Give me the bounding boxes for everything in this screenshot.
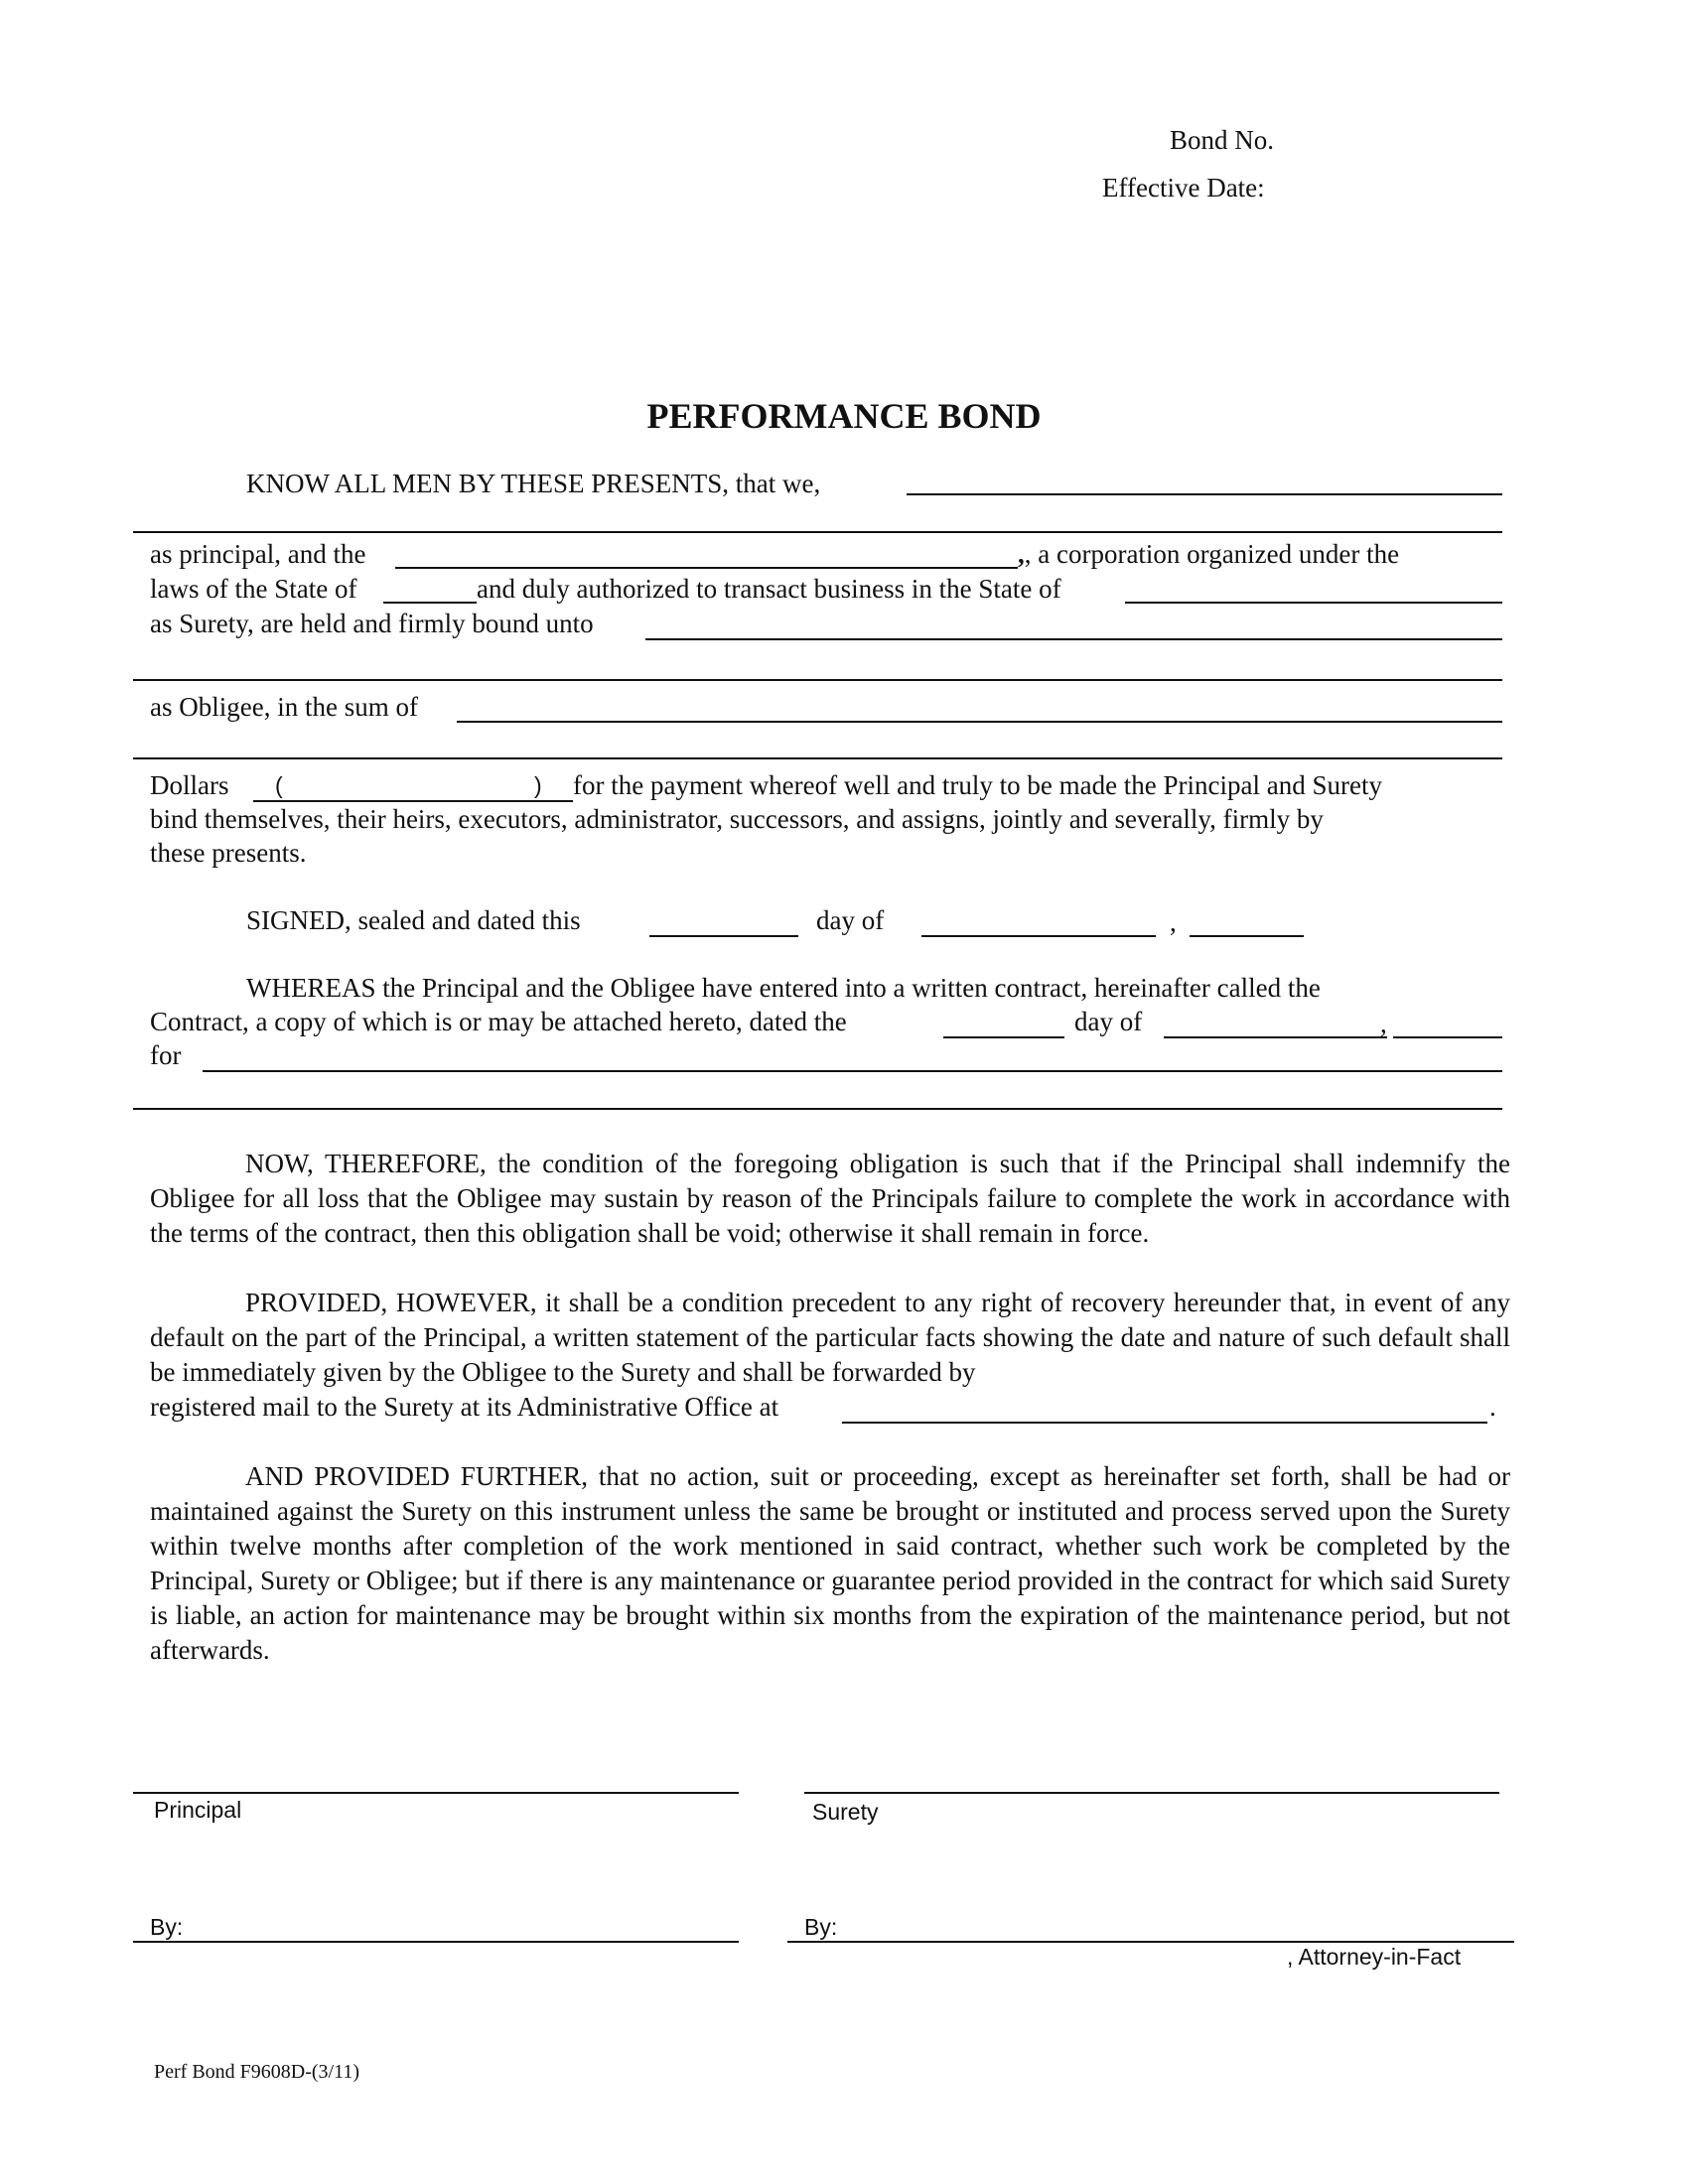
- principal-name-field-continued[interactable]: [133, 531, 1502, 533]
- administrative-office-field[interactable]: [842, 1422, 1487, 1424]
- corporation-text: ,, a corporation organized under the: [1018, 539, 1400, 569]
- as-obligee-text: as Obligee, in the sum of: [150, 692, 418, 722]
- attorney-in-fact-text: , Attorney-in-Fact: [1287, 1944, 1462, 1970]
- administrative-office-period: .: [1489, 1392, 1496, 1422]
- principal-label: Principal: [154, 1797, 242, 1823]
- as-principal-text: as principal, and the: [150, 539, 366, 569]
- know-all-text: KNOW ALL MEN BY THESE PRESENTS, that we,: [246, 469, 821, 498]
- whereas-line2: Contract, a copy of which is or may be attached hereto, dated the: [150, 1007, 847, 1036]
- attorney-in-fact-label: [1287, 1944, 1461, 1971]
- payment-text-line1: for the payment whereof well and truly to be made the Principal and Surety: [573, 770, 1382, 800]
- contract-year-field[interactable]: [1393, 1036, 1502, 1038]
- laws-of-state-text: laws of the State of: [150, 574, 357, 604]
- provided-however-paragraph: [150, 1286, 1510, 1390]
- contract-description-field[interactable]: [203, 1070, 1502, 1072]
- corporation-text-rest: , a corporation organized under the: [1024, 539, 1400, 569]
- signed-text: SIGNED, sealed and dated this: [246, 905, 581, 935]
- bond-no-label: Bond No.: [1170, 125, 1275, 155]
- form-code: Perf Bond F9608D-(3/11): [154, 2061, 360, 2083]
- contract-description-field-continued[interactable]: [133, 1108, 1502, 1110]
- duly-authorized-text: and duly authorized to transact business in the State of: [477, 574, 1061, 604]
- state-of-incorporation-field[interactable]: [383, 602, 477, 604]
- surety-name-field[interactable]: [395, 567, 1018, 569]
- signed-month-field[interactable]: [921, 935, 1156, 937]
- bond-amount-words-field[interactable]: [457, 721, 1502, 723]
- state-of-business-field[interactable]: [1125, 602, 1502, 604]
- provided-however-text: PROVIDED, HOWEVER, it shall be a condition precedent to any right of recovery hereunder that, in event of any default on the part of the Principal, a written statement of the particular facts showing the date and nature of such default shall be immediately given by the Obligee to the Surety and shall be forwarded by: [150, 1288, 1510, 1387]
- whereas-line1: WHEREAS the Principal and the Obligee have entered into a written contract, hereinafter called the: [246, 973, 1321, 1003]
- provided-however-last-line: registered mail to the Surety at its Administrative Office at: [150, 1392, 779, 1422]
- principal-name-field[interactable]: [907, 493, 1502, 495]
- contract-day-of-text: day of: [1074, 1007, 1143, 1036]
- principal-by-signature-line[interactable]: [133, 1941, 739, 1943]
- contract-month-field[interactable]: [1164, 1036, 1387, 1038]
- contract-day-field[interactable]: [943, 1036, 1064, 1038]
- paren-close: ): [534, 772, 542, 798]
- now-therefore-text: NOW, THEREFORE, the condition of the foregoing obligation is such that if the Principal shall indemnify the Obligee for all loss that the Obligee may sustain by reason of the Principals failure to complete the work in accordance with the terms of the contract, then this obligation shall be void; otherwise it shall remain in force.: [150, 1149, 1510, 1248]
- signed-day-field[interactable]: [649, 935, 798, 937]
- provided-further-paragraph: [150, 1459, 1510, 1668]
- signed-year-field[interactable]: [1190, 935, 1304, 937]
- principal-signature-line[interactable]: [133, 1792, 739, 1794]
- surety-signature-line[interactable]: [804, 1792, 1499, 1794]
- signed-comma: ,: [1170, 907, 1177, 937]
- whereas-for-text: for: [150, 1040, 182, 1070]
- principal-by-label: By:: [150, 1914, 184, 1940]
- now-therefore-paragraph: [150, 1147, 1510, 1251]
- surety-by-signature-line[interactable]: [787, 1941, 1514, 1943]
- surety-by-label: By:: [804, 1914, 838, 1940]
- effective-date-label: Effective Date:: [1102, 173, 1265, 203]
- signed-day-of-text: day of: [816, 905, 885, 935]
- bond-amount-words-field-continued[interactable]: [133, 757, 1502, 759]
- as-surety-text: as Surety, are held and firmly bound unto: [150, 609, 594, 638]
- contract-comma: ,: [1380, 1009, 1387, 1038]
- payment-text-line2: bind themselves, their heirs, executors, administrator, successors, and assigns, jointly and severally, firmly by: [150, 804, 1324, 834]
- payment-text-line3: these presents.: [150, 838, 307, 868]
- obligee-name-field-continued[interactable]: [133, 679, 1502, 681]
- provided-further-text: AND PROVIDED FURTHER, that no action, suit or proceeding, except as hereinafter set forth, shall be had or maintained against the Surety on this instrument unless the same be brought or instituted and process served upon the Surety within twelve months after completion of the work mentioned in said contract, whether such work be completed by the Principal, Surety or Obligee; but if there is any maintenance or guarantee period provided in the contract for which said Surety is liable, an action for maintenance may be brought within six months from the expiration of the maintenance period, but not afterwards.: [150, 1461, 1510, 1665]
- surety-label: Surety: [812, 1799, 879, 1825]
- document-title: PERFORMANCE BOND: [646, 396, 1042, 436]
- obligee-name-field[interactable]: [645, 638, 1502, 640]
- paren-open: (: [275, 772, 283, 798]
- dollars-text: Dollars: [150, 770, 229, 800]
